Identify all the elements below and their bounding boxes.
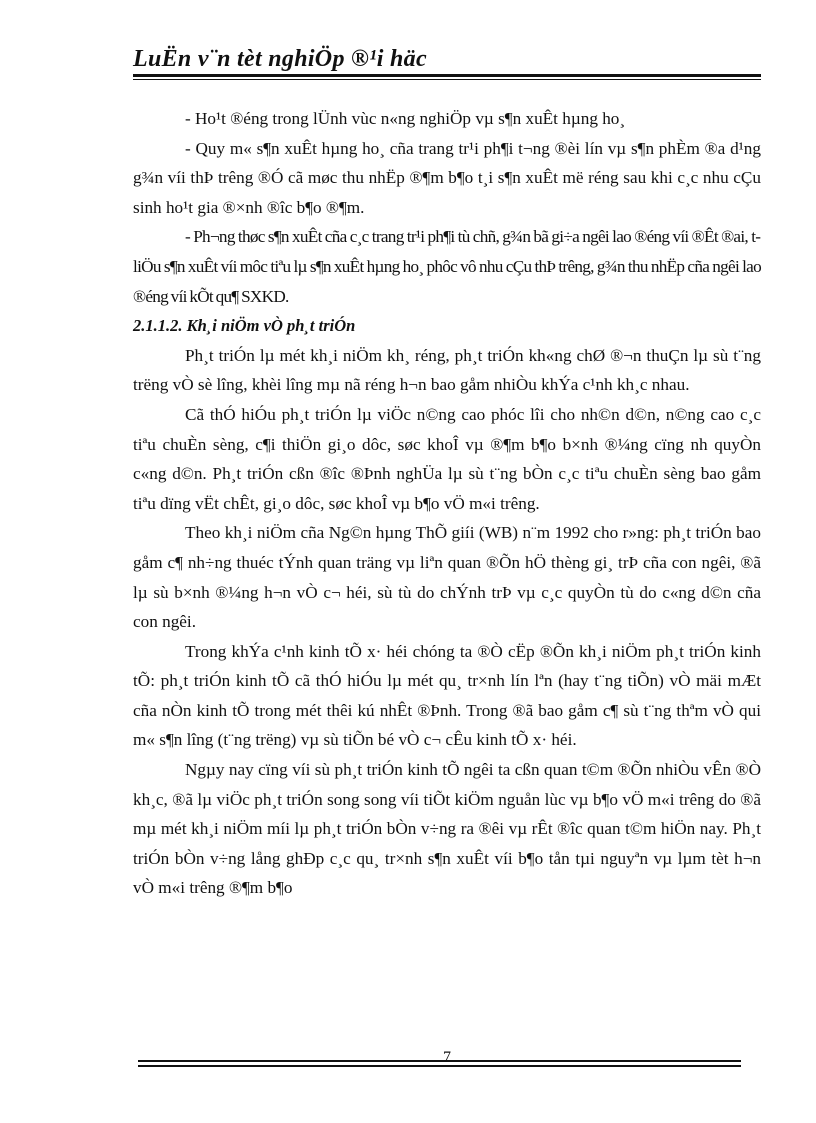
paragraph: - Ph¬ng thøc s¶n xuÊt cña c¸c trang tr¹i ph¶i tù chñ, g¾n bã gi÷a ngêi lao ®éng víi ®Êt ®ai, t liÖu s¶n xuÊt víi môc tiªu lµ s¶n xuÊt hµng ho¸ phôc vô nhu cÇu thÞ trêng, g¾n thu nhËp cña ngêi lao ®éng víi kÕt qu¶ SXKD. (133, 227, 761, 306)
header-rule-thick (133, 74, 761, 77)
paragraph: - Ho¹t ®éng trong lÜnh vùc n«ng nghiÖp vµ s¶n xuÊt hµng ho¸ (185, 109, 626, 128)
paragraph: Trong khÝa c¹nh kinh tÕ x· héi chóng ta ®Ò cËp ®Õn kh¸i niÖm ph¸t triÓn kinh tÕ: ph¸t triÓn kinh tÕ cã thÓ hiÓu lµ mét qu¸ tr×nh lín lªn (hay t¨ng tiÕn) vÒ mäi mÆt cña nÒn kinh tÕ trong mét thêi kú nhÊt ®Þnh. Trong ®ã bao gåm c¶ sù t¨ng thªm vÒ qui m« s¶n lîng (t¨ng trëng) vµ sù tiÕn bé vÒ c¬ cÊu kinh tÕ x· héi. (133, 641, 761, 750)
paragraph: Ngµy nay cïng víi sù ph¸t triÓn kinh tÕ ngêi ta cßn quan t©m ®Õn nhiÒu vÊn ®Ò kh¸c, ®ã lµ viÖc ph¸t triÓn song song víi tiÕt kiÖm nguån lùc vµ b¶o vÖ m«i trêng do ®ã mµ mét kh¸i niÖm míi lµ ph¸t triÓn bÒn v÷ng ra ®êi vµ rÊt ®îc quan t©m hiÖn nay. Ph¸t triÓn bÒn v÷ng lång ghÐp c¸c qu¸ tr×nh s¶n xuÊt víi b¶o tån tµi nguyªn vµ lµm tèt h¬n vÒ m«i trêng ®¶m b¶o (133, 760, 761, 898)
page-number: 7 (443, 1049, 451, 1066)
paragraph: Ph¸t triÓn lµ mét kh¸i niÖm kh¸ réng, ph¸t triÓn kh«ng chØ ®¬n thuÇn lµ sù t¨ng trëng vÒ sè lîng, khèi lîng mµ nã réng h¬n bao gåm nhiÒu khÝa c¹nh kh¸c nhau. (133, 345, 761, 395)
header-rule-thin (133, 79, 761, 80)
header-title: LuËn v¨n tèt nghiÖp ®¹i häc (133, 46, 427, 72)
paragraph: - Quy m« s¶n xuÊt hµng ho¸ cña trang tr¹i ph¶i t¬ng ®èi lín vµ s¶n phÈm ®a d¹ng g¾n víi thÞ trêng ®Ó cã møc thu nhËp ®¶m b¶o t¸i s¶n xuÊt më réng sau khi c¸c nhu cÇu sinh ho¹t gia ®×nh ®îc b¶o ®¶m. (133, 138, 761, 217)
footer-rule-bottom (138, 1065, 741, 1067)
paragraph: Theo kh¸i niÖm cña Ng©n hµng ThÕ giíi (WB) n¨m 1992 cho r»ng: ph¸t triÓn bao gåm c¶ nh÷ng thuéc tÝnh quan träng vµ liªn quan ®Õn hÖ thèng gi¸ trÞ cña con ngêi, ®ã lµ sù b×nh ®¼ng h¬n vÒ c¬ héi, sù tù do chÝnh trÞ vµ c¸c quyÒn tù do c«ng d©n cña con ngêi. (133, 523, 761, 632)
paragraph: Cã thÓ hiÓu ph¸t triÓn lµ viÖc n©ng cao phóc lîi cho nh©n d©n, n©ng cao c¸c tiªu chuÈn sèng, c¶i thiÖn gi¸o dôc, søc khoÎ vµ ®¶m b¶o b×nh ®¼ng cïng nh quyÒn c«ng d©n. Ph¸t triÓn cßn ®îc ®Þnh nghÜa lµ sù t¨ng bÒn c¸c tiªu chuÈn sèng bao gåm tiªu dïng vËt chÊt, gi¸o dôc, søc khoÎ vµ b¶o vÖ m«i trêng. (133, 404, 761, 513)
body-text (133, 104, 761, 903)
footer-rule-top (138, 1060, 741, 1062)
section-heading: 2.1.1.2. Kh¸i niÖm vÒ ph¸t triÓn (133, 316, 356, 336)
